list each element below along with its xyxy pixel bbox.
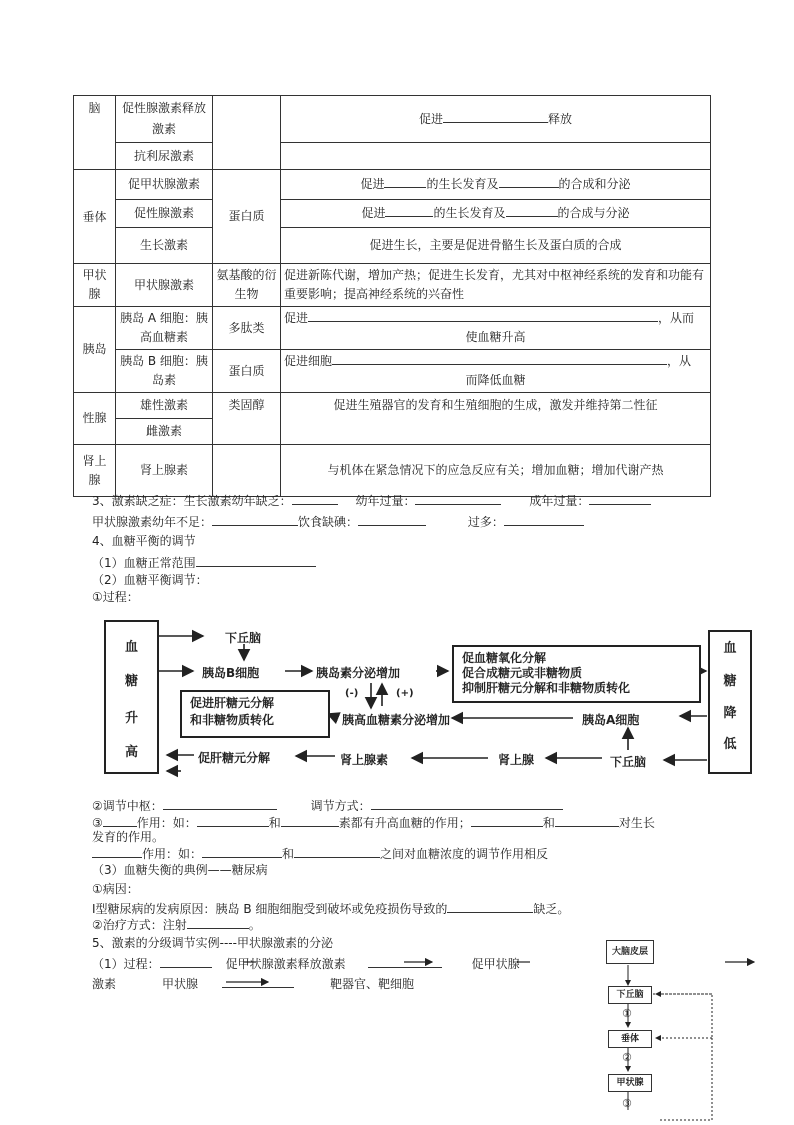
chem-gonad: 类固醇 bbox=[213, 393, 281, 445]
hormone-adh: 抗利尿激素 bbox=[116, 143, 213, 170]
thyroid-box: 甲状腺 bbox=[608, 1074, 652, 1092]
hormone-gnrh: 促性腺激素释放激素 bbox=[116, 96, 213, 143]
thyroid-process-line-1: （1）过程： 促甲状腺激素释放激素 促甲状腺 bbox=[92, 957, 520, 971]
function-adrenaline: 与机体在紧急情况下的应急反应有关；增加血糖；增加代谢产热 bbox=[281, 445, 711, 497]
hormone-gh: 生长激素 bbox=[116, 228, 213, 264]
function-glucagon: 促进 ，从而 使血糖升高 bbox=[281, 307, 711, 350]
diabetes-cause: Ⅰ型糖尿病的发病原因：胰岛 B 细胞细胞受到破坏或免疫损伤导致的 缺乏。 bbox=[92, 902, 570, 916]
function-thyroxine: 促进新陈代谢，增加产热；促进生长发育，尤其对中枢神经系统的发育和功能有重要影响；提高神经系统的兴奋性 bbox=[281, 264, 711, 307]
gland-pituitary: 垂体 bbox=[74, 170, 116, 264]
glucagon-effect-1: 促进肝糖元分解 bbox=[190, 696, 275, 710]
step-3: ③ bbox=[622, 1097, 632, 1110]
hormone-insulin: 胰岛 B 细胞：胰岛素 bbox=[116, 350, 213, 393]
rise-char-3: 升 bbox=[124, 711, 138, 726]
inhibit-sign: (-) bbox=[345, 688, 359, 699]
regulation-title: （2）血糖平衡调节： bbox=[92, 573, 208, 587]
gland-gonad: 性腺 bbox=[74, 393, 116, 445]
regulation-center-line: ②调节中枢： 调节方式： bbox=[92, 797, 563, 814]
insulin-effect-2: 促合成糖元或非糖物质 bbox=[462, 666, 583, 680]
section4-title: 4、血糖平衡的调节 bbox=[92, 534, 196, 548]
islet-a-cell: 胰岛A细胞 bbox=[582, 713, 640, 727]
regulation-line-4: 作用：如： 和 之间对血糖浓度的调节作用相反 bbox=[92, 845, 548, 862]
glucagon-effect-2: 和非糖物质转化 bbox=[190, 713, 275, 727]
gland-thyroid: 甲状腺 bbox=[74, 264, 116, 307]
function-gnrh: 促进 释放 bbox=[281, 96, 711, 143]
rise-char-1: 血 bbox=[124, 640, 138, 655]
gland-adrenal: 肾上腺 bbox=[74, 445, 116, 497]
section5-title: 5、激素的分级调节实例----甲状腺激素的分泌 bbox=[92, 936, 333, 950]
function-sex: 促进生殖器官的发育和生殖细胞的生成，激发并维持第二性征 bbox=[281, 393, 711, 445]
insulin-effect-1: 促血糖氧化分解 bbox=[462, 651, 547, 665]
hormone-estrogen: 雌激素 bbox=[116, 419, 213, 445]
insulin-increase: 胰岛素分泌增加 bbox=[316, 666, 401, 680]
function-insulin: 促进细胞 ，从 而降低血糖 bbox=[281, 350, 711, 393]
chem-glucagon: 多肽类 bbox=[213, 307, 281, 350]
gland-islet: 胰岛 bbox=[74, 307, 116, 393]
step-2: ② bbox=[622, 1051, 632, 1064]
adrenaline-label: 肾上腺素 bbox=[340, 753, 389, 767]
hormone-thyroxine: 甲状腺激素 bbox=[116, 264, 213, 307]
gland-brain: 脑 bbox=[74, 96, 116, 170]
glucagon-increase: 胰高血糖素分泌增加 bbox=[342, 713, 451, 727]
glycogen-breakdown: 促肝糖元分解 bbox=[198, 751, 271, 765]
deficiency-line-1: 3、激素缺乏症：生长激素幼年缺乏： 幼年过量： 成年过量： bbox=[92, 492, 651, 509]
rise-char-4: 高 bbox=[124, 745, 138, 760]
function-tsh: 促进 的生长发育及 的合成和分泌 bbox=[281, 170, 711, 200]
hormone-gth: 促性腺激素 bbox=[116, 200, 213, 228]
insulin-effect-3: 抑制肝糖元分解和非糖物质转化 bbox=[462, 681, 631, 695]
regulation-line-3b: 发育的作用。 bbox=[92, 830, 165, 844]
fall-char-1: 血 bbox=[723, 641, 737, 656]
fall-char-2: 糖 bbox=[723, 674, 737, 689]
function-gh: 促进生长，主要是促进骨骼生长及蛋白质的合成 bbox=[281, 228, 711, 264]
function-gth: 促进 的生长发育及 的合成与分泌 bbox=[281, 200, 711, 228]
hormone-androgen: 雄性激素 bbox=[116, 393, 213, 419]
hormone-tsh: 促甲状腺激素 bbox=[116, 170, 213, 200]
islet-b-cell: 胰岛B细胞 bbox=[202, 666, 260, 680]
diabetes-cause-label: ①病因： bbox=[92, 882, 139, 896]
hormone-adrenaline: 肾上腺素 bbox=[116, 445, 213, 497]
step-1: ① bbox=[622, 1007, 632, 1020]
adrenal-label: 肾上腺 bbox=[498, 753, 535, 767]
chem-pituitary: 蛋白质 bbox=[213, 170, 281, 264]
fall-char-3: 降 bbox=[723, 706, 737, 721]
regulation-line-3: ③ 作用：如： 和 素都有升高血糖的作用； 和 对生长 bbox=[92, 816, 655, 830]
promote-sign: (+) bbox=[396, 688, 414, 699]
diabetes-title: （3）血糖失衡的典例——糖尿病 bbox=[92, 863, 268, 877]
thyroid-process-line-2: 激素 甲状腺 靶器官、靶细胞 bbox=[92, 977, 415, 991]
hypothalamus-bottom: 下丘脑 bbox=[610, 755, 647, 769]
process-label: ①过程： bbox=[92, 590, 139, 604]
normal-range: （1）血糖正常范围 bbox=[92, 554, 316, 571]
pituitary-box: 垂体 bbox=[608, 1030, 652, 1048]
hypothalamus-top: 下丘脑 bbox=[225, 631, 262, 645]
fall-char-4: 低 bbox=[723, 737, 737, 752]
chem-thyroid: 氨基酸的衍生物 bbox=[213, 264, 281, 307]
hormone-glucagon: 胰岛 A 细胞：胰高血糖素 bbox=[116, 307, 213, 350]
cortex-box: 大脑皮层 bbox=[606, 940, 654, 964]
rise-char-2: 糖 bbox=[124, 674, 138, 689]
chem-insulin: 蛋白质 bbox=[213, 350, 281, 393]
deficiency-line-2: 甲状腺激素幼年不足： 饮食缺碘： 过多： bbox=[92, 513, 584, 530]
diabetes-treatment: ②治疗方式：注射 。 bbox=[92, 918, 261, 932]
hypothalamus-box: 下丘脑 bbox=[608, 986, 652, 1004]
